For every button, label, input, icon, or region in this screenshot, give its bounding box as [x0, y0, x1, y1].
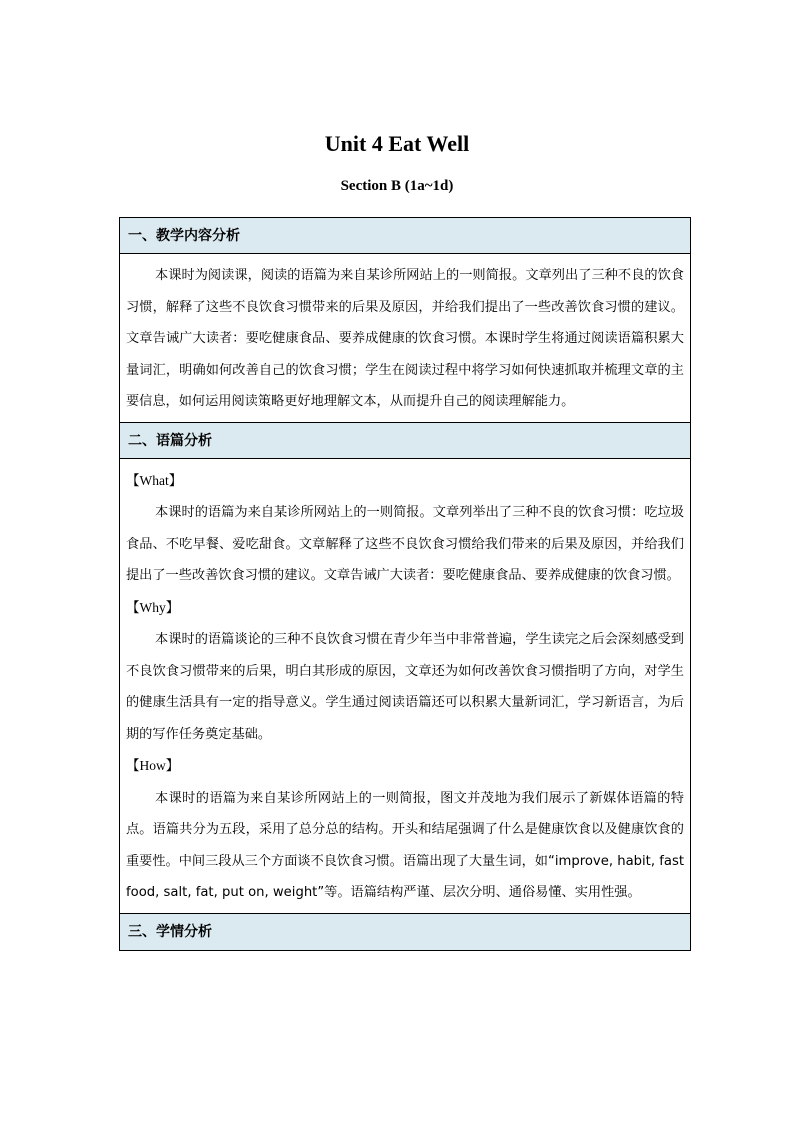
- section-heading-content-analysis: 一、教学内容分析: [120, 218, 690, 254]
- lesson-analysis-table: [119, 217, 691, 951]
- how-label: 【How】: [126, 758, 180, 773]
- why-paragraph: 本课时的语篇谈论的三种不良饮食习惯在青少年当中非常普遍，学生读完之后会深刻感受到不良饮食习惯带来的后果，明白其形成的原因，文章还为如何改善饮食习惯指明了方向，对学生的健康生活具有一定的指导意义。学生通过阅读语篇还可以积累大量新词汇，学习新语言，为后期的写作任务奠定基础。: [126, 632, 684, 742]
- why-label: 【Why】: [126, 599, 180, 615]
- page-subtitle: Section B (1a~1d): [340, 178, 454, 194]
- what-label: 【What】: [126, 472, 183, 488]
- section-heading-learner-analysis: 三、学情分析: [120, 914, 690, 950]
- section-body-content-analysis: [120, 254, 690, 423]
- section-heading-text-analysis: 二、语篇分析: [120, 423, 690, 459]
- section-body-text-analysis: [120, 459, 690, 914]
- page-title: Unit 4 Eat Well: [324, 131, 470, 156]
- what-paragraph: 本课时的语篇为来自某诊所网站上的一则简报。文章列举出了三种不良的饮食习惯：吃垃圾食品、不吃早餐、爱吃甜食。文章解释了这些不良饮食习惯给我们带来的后果及原因，并给我们提出了一些改善饮食习惯的建议。文章告诫广大读者：要吃健康食品、要养成健康的饮食习惯。: [126, 505, 684, 583]
- how-paragraph: 本课时的语篇为来自某诊所网站上的一则简报，图文并茂地为我们展示了新媒体语篇的特点。语篇共分为五段，采用了总分总的结构。开头和结尾强调了什么是健康饮食以及健康饮食的重要性。中间三段从三个方面谈不良饮食习惯。语篇出现了大量生词，如“improve, habit, fast food, salt, fat, put on, weight”等。语篇结构严谨、层次分明、通俗易懂、实用性强。: [126, 790, 685, 900]
- content-analysis-paragraph: 本课时为阅读课，阅读的语篇为来自某诊所网站上的一则简报。文章列出了三种不良的饮食习惯，解释了这些不良饮食习惯带来的后果及原因，并给我们提出了一些改善饮食习惯的建议。文章告诫广大读者：要吃健康食品、要养成健康的饮食习惯。本课时学生将通过阅读语篇积累大量词汇，明确如何改善自己的饮食习惯；学生在阅读过程中将学习如何快速抓取并梳理文章的主要信息，如何运用阅读策略更好地理解文本，从而提升自己的阅读理解能力。: [126, 268, 684, 409]
